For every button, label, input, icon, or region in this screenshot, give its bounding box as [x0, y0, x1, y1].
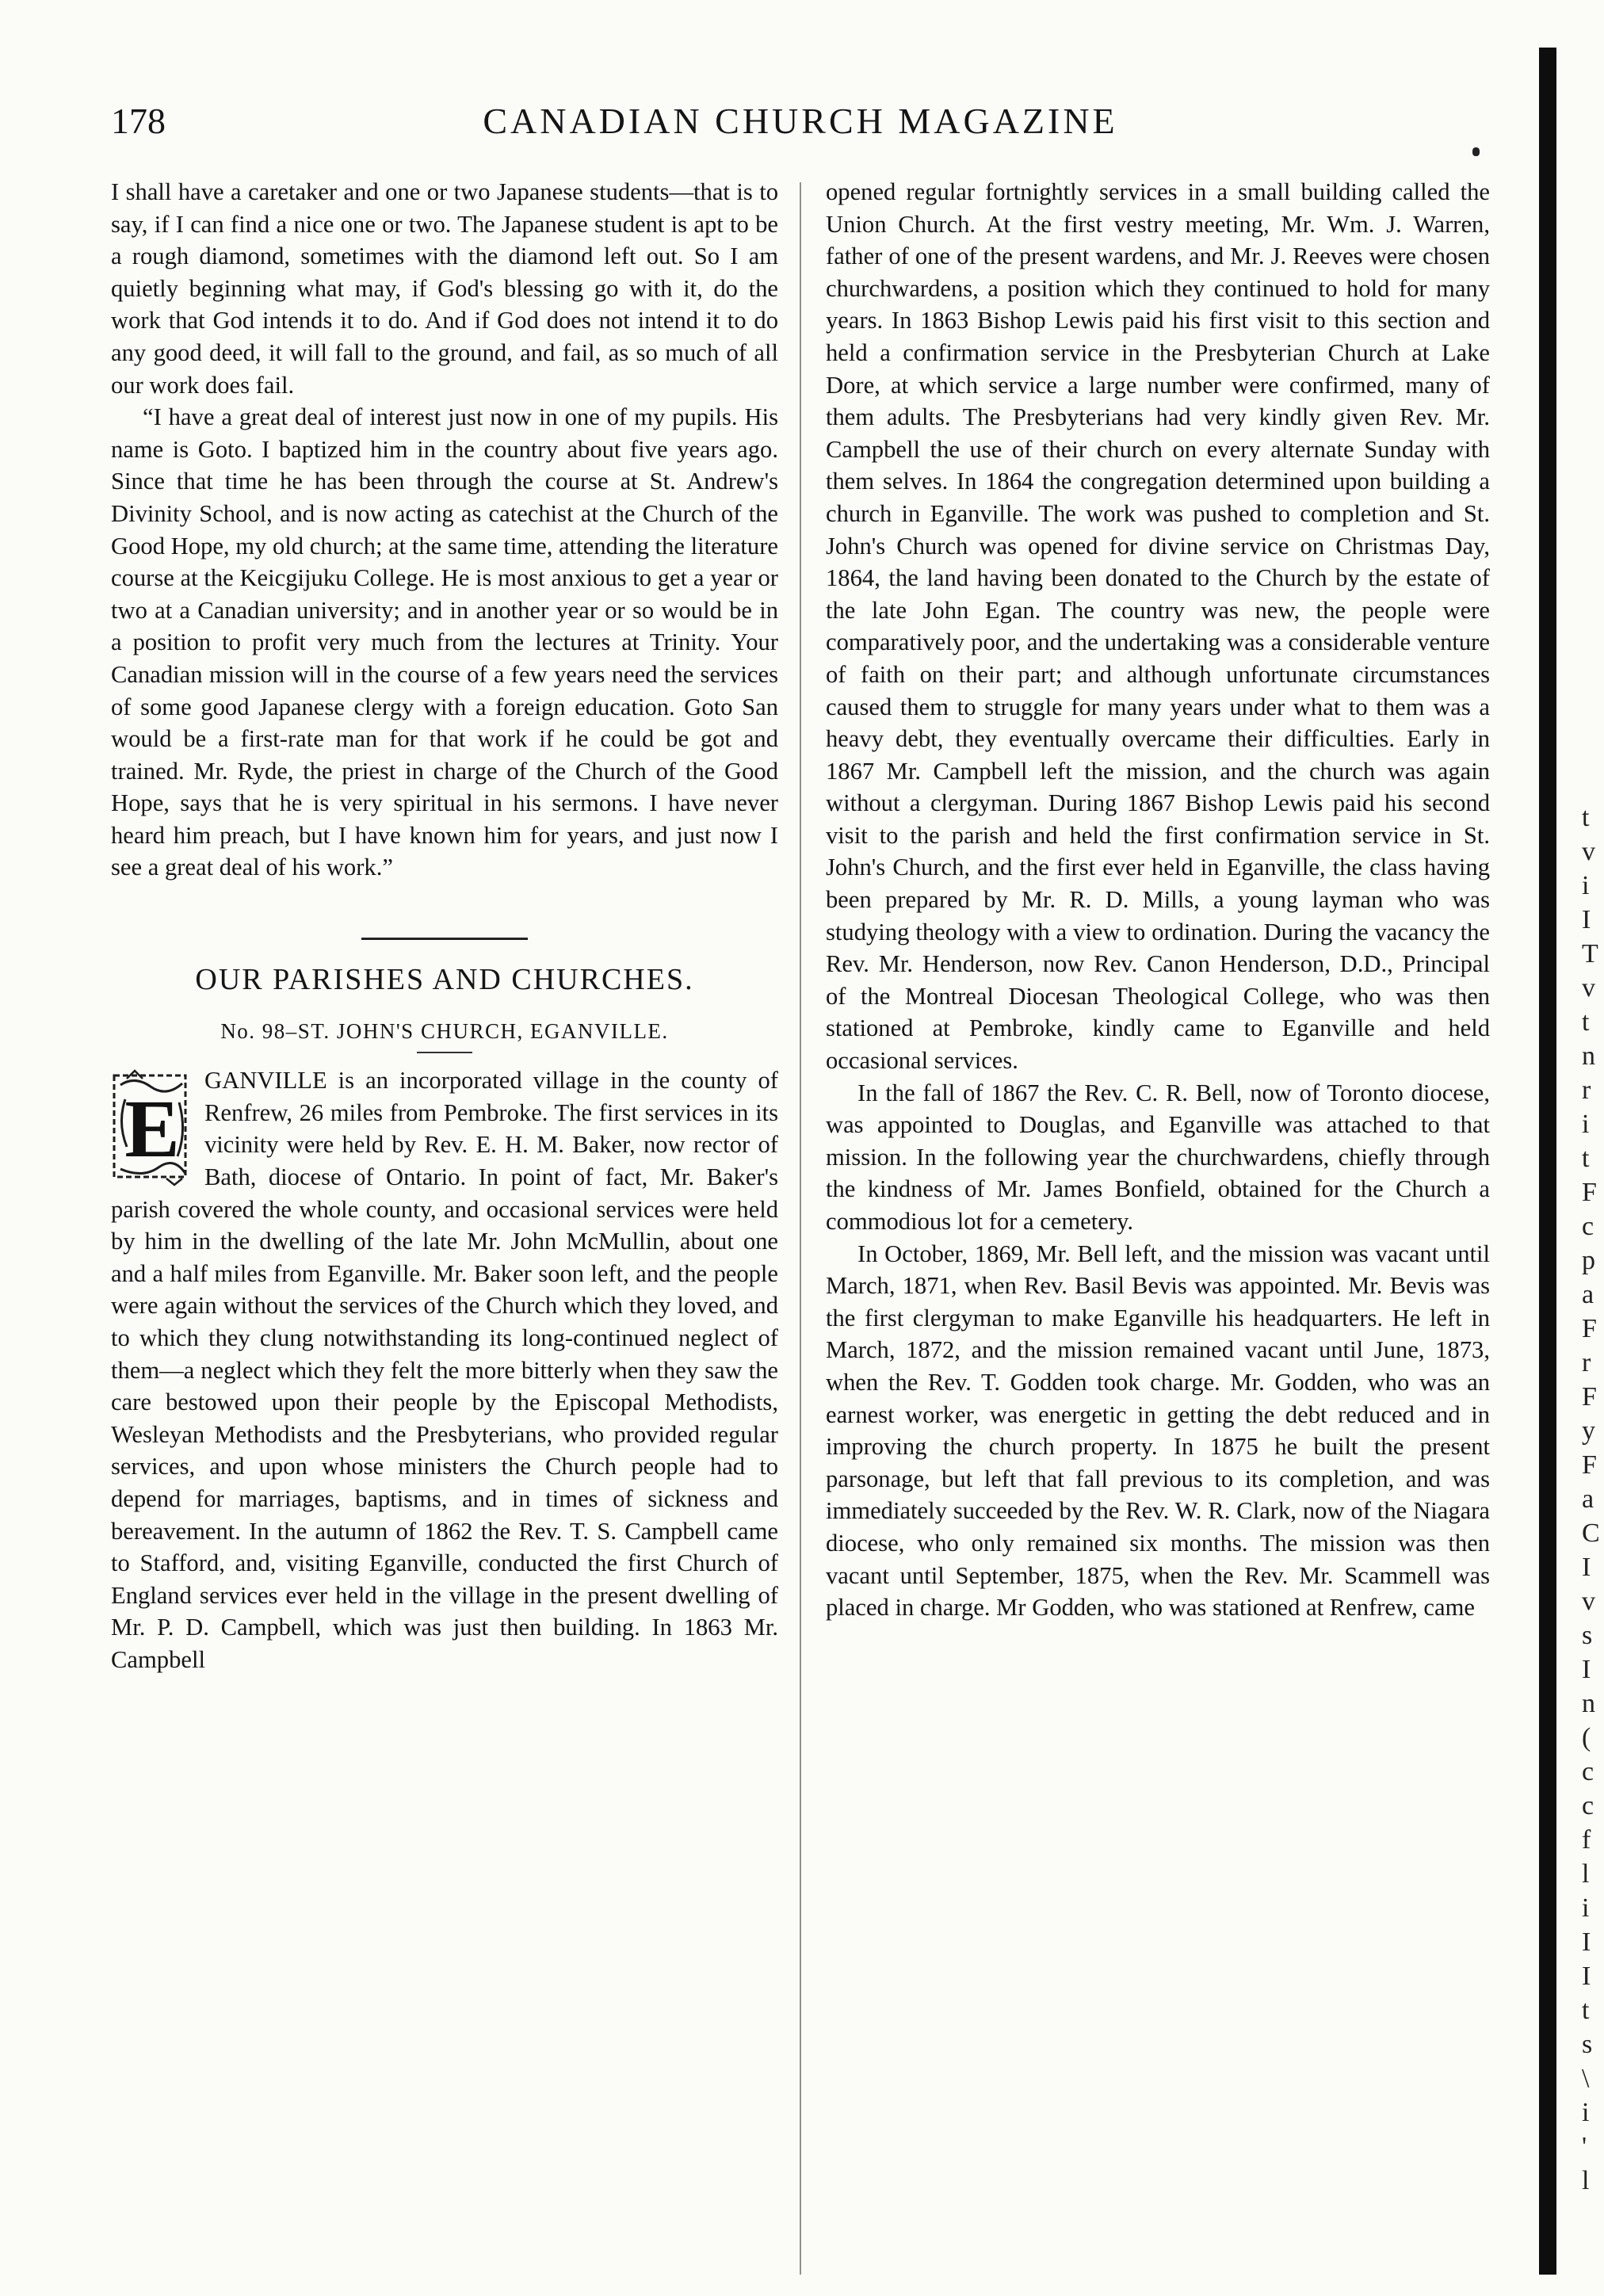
facing-page-fragment: v	[1582, 973, 1595, 1003]
running-header	[111, 94, 1490, 165]
facing-page-fragment: c	[1582, 1212, 1594, 1241]
facing-page-edge	[1582, 800, 1604, 2198]
facing-page-fragment: c	[1582, 1757, 1594, 1786]
facing-page-fragment: \	[1582, 2064, 1590, 2093]
facing-page-fragment: I	[1582, 1962, 1591, 1991]
section-divider	[361, 938, 528, 940]
facing-page-fragment: i	[1582, 1110, 1590, 1139]
magazine-title: CANADIAN CHURCH MAGAZINE	[483, 101, 1118, 141]
right-column	[826, 176, 1490, 1624]
facing-page-fragment: s	[1582, 1621, 1593, 1650]
ink-dot	[1472, 147, 1480, 156]
dropcap-letter: E	[124, 1083, 180, 1175]
facing-page-fragment: c	[1582, 1791, 1594, 1820]
facing-page-fragment: f	[1582, 1825, 1591, 1855]
facing-page-fragment: F	[1582, 1178, 1597, 1207]
binding-edge	[1539, 48, 1556, 2275]
facing-page-fragment: t	[1582, 1007, 1590, 1037]
section-title: OUR PARISHES AND CHURCHES.	[195, 963, 694, 997]
left-column	[111, 176, 778, 1676]
facing-page-fragment: F	[1582, 1382, 1597, 1412]
facing-page-fragment: t	[1582, 1996, 1590, 2025]
facing-page-fragment: v	[1582, 837, 1595, 866]
page-number: 178	[111, 101, 166, 141]
facing-page-fragment: l	[1582, 1859, 1590, 1889]
facing-page-fragment: I	[1582, 1655, 1591, 1684]
article-paragraph-1	[111, 1064, 778, 1675]
facing-page-fragment: I	[1582, 1927, 1591, 1957]
facing-page-fragment: l	[1582, 2166, 1590, 2195]
article-title: No. 98–ST. JOHN'S CHURCH, EGANVILLE.	[220, 1018, 669, 1043]
right-paragraph-1: opened regular fortnightly services in a small building called the Union Church. At the first vestry meeting, Mr. Wm. J. Warren, father of one of the present wardens, and Mr. J. Reeves were chosen churchwardens, a position which they continued to hold for many years. In 1863 Bishop Lewis paid his first visit to this section and held a confirmation service in the Presbyterian Church at Lake Dore, at which service a large number were confirmed, many of them adults. The Presbyterians had very kindly given Rev. Mr. Campbell the use of their church on every alternate Sunday with them selves. In 1864 the congregation determined upon building a church in Eganville. The work was pushed to completion and St. John's Church was opened for divine service on Christmas Day, 1864, the land having been donated to the Church by the estate of the late John Egan. The country was new, the people were comparatively poor, and the undertaking was a considerable venture of faith on their part; and although unfortunate circumstances caused them to struggle for many years under what to them was a heavy debt, they eventually overcame their difficulties. Early in 1867 Mr. Campbell left the mission, and the church was again without a clergyman. During 1867 Bishop Lewis paid his second visit to the parish and held the first confirmation service in St. John's Church, and the first ever held in Eganville, the class having been prepared by Mr. R. D. Mills, a young layman who was studying theology with a view to ordination. During the vacancy the Rev. Mr. Henderson, now Rev. Canon Henderson, D.D., Principal of the Montreal Diocesan Theological College, who was then stationed at Pembroke, kindly came to Eganville and held occasional services.	[826, 178, 1490, 1075]
facing-page-fragment: I	[1582, 1553, 1591, 1582]
facing-page-fragment: r	[1582, 1348, 1591, 1377]
facing-page-fragment: F	[1582, 1450, 1597, 1480]
facing-page-fragment: i	[1582, 1893, 1590, 1923]
facing-page-fragment: n	[1582, 1689, 1595, 1718]
facing-page-fragment: p	[1582, 1246, 1595, 1275]
column-divider	[800, 182, 801, 2275]
facing-page-fragment: a	[1582, 1280, 1594, 1309]
facing-page-fragment: n	[1582, 1041, 1595, 1071]
facing-page-fragment: v	[1582, 1587, 1595, 1616]
facing-page-fragment: t	[1582, 1144, 1590, 1173]
facing-page-fragment: s	[1582, 2030, 1593, 2059]
facing-page-fragment: i	[1582, 2098, 1590, 2127]
facing-page-fragment: r	[1582, 1075, 1591, 1105]
facing-page-fragment: C	[1582, 1519, 1600, 1548]
right-paragraph-2: In the fall of 1867 the Rev. C. R. Bell, now of Toronto diocese, was appointed to Douglas, and Eganville was attached to that mission. In the following year the churchwardens, chiefly through the kindness of Mr. James Bonfield, obtained for the Church a commodious lot for a cemetery.	[826, 1079, 1490, 1235]
article-text-1: GANVILLE is an incorporated village in the county of Renfrew, 26 miles from Pembroke. The first services in its vicinity were held by Rev. E. H. M. Baker, now rector of Bath, diocese of Ontario. In point of fact, Mr. Baker's parish covered the whole county, and occasional services were held by him in the dwelling of the late Mr. John McMullin, about one and a half miles from Eganville. Mr. Baker soon left, and the people were again without the services of the Church which they loved, and to which they clung notwithstanding its long-continued neglect of them—a neglect which they felt the more bitterly when they saw the care bestowed upon their people by the Episcopal Methodists, Wesleyan Methodists and the Presbyterians, who provided regular services, and upon whose ministers the Church people had to depend for marriages, baptisms, and in times of sickness and bereavement. In the autumn of 1862 the Rev. T. S. Campbell came to Stafford, and, visiting Eganville, conducted the first Church of England services ever held in the village in the present dwelling of Mr. P. D. Campbell, which was just then building. In 1863 Mr. Campbell	[111, 1067, 778, 1673]
facing-page-fragment: t	[1582, 803, 1590, 832]
facing-page-fragment: '	[1582, 2132, 1587, 2161]
facing-page-fragment: F	[1582, 1314, 1597, 1343]
facing-page-fragment: (	[1582, 1723, 1591, 1752]
facing-page-fragment: i	[1582, 871, 1590, 900]
ornamental-initial-icon	[111, 1068, 193, 1186]
title-divider	[417, 1052, 472, 1053]
letter-paragraph-1: I shall have a caretaker and one or two Japanese students—that is to say, if I can find a nice one or two. The Japanese student is apt to be a rough diamond, sometimes with the diamond left out. So I am quietly beginning what may, if God's blessing go with it, do the work that God intends it to do. And if God does not intend it to do any good deed, it will fall to the ground, and fail, as so much of all our work does fail.	[111, 178, 778, 399]
facing-page-fragment: a	[1582, 1484, 1594, 1514]
facing-page-fragment: T	[1582, 939, 1598, 968]
right-paragraph-3: In October, 1869, Mr. Bell left, and the mission was vacant until March, 1871, when Rev. Basil Bevis was appointed. Mr. Bevis was the first clergyman to make Eganville his headquarters. He left in March, 1872, and the mission remained vacant until June, 1873, when the Rev. T. Godden took charge. Mr. Godden, who was an earnest worker, was energetic in getting the debt reduced and in improving the church property. In 1875 he built the present parsonage, but left that fall previous to its completion, and was immediately succeeded by the Rev. W. R. Clark, now of the Niagara diocese, who only remained six months. The mission was then vacant until September, 1875, when the Rev. Mr. Scammell was placed in charge. Mr Godden, who was stationed at Renfrew, came	[826, 1240, 1490, 1622]
facing-page-fragment: I	[1582, 905, 1591, 934]
facing-page-fragment: y	[1582, 1416, 1595, 1446]
letter-paragraph-2: “I have a great deal of interest just now in one of my pupils. His name is Goto. I baptized him in the country about five years ago. Since that time he has been through the course at St. Andrew's Divinity School, and is now acting as catechist at the Church of the Good Hope, my old church; at the same time, attending the literature course at the Keicgijuku College. He is most anxious to get a year or two at a Canadian university; and in another year or so would be in a position to profit very much from the lectures at Trinity. Your Canadian mission will in the course of a few years need the services of some good Japanese clergy with a foreign education. Goto San would be a first-rate man for that work if he could be got and trained. Mr. Ryde, the priest in charge of the Church of the Good Hope, says that he is very spiritual in his sermons. I have never heard him preach, but I have known him for years, and just now I see a great deal of his work.”	[111, 403, 778, 881]
